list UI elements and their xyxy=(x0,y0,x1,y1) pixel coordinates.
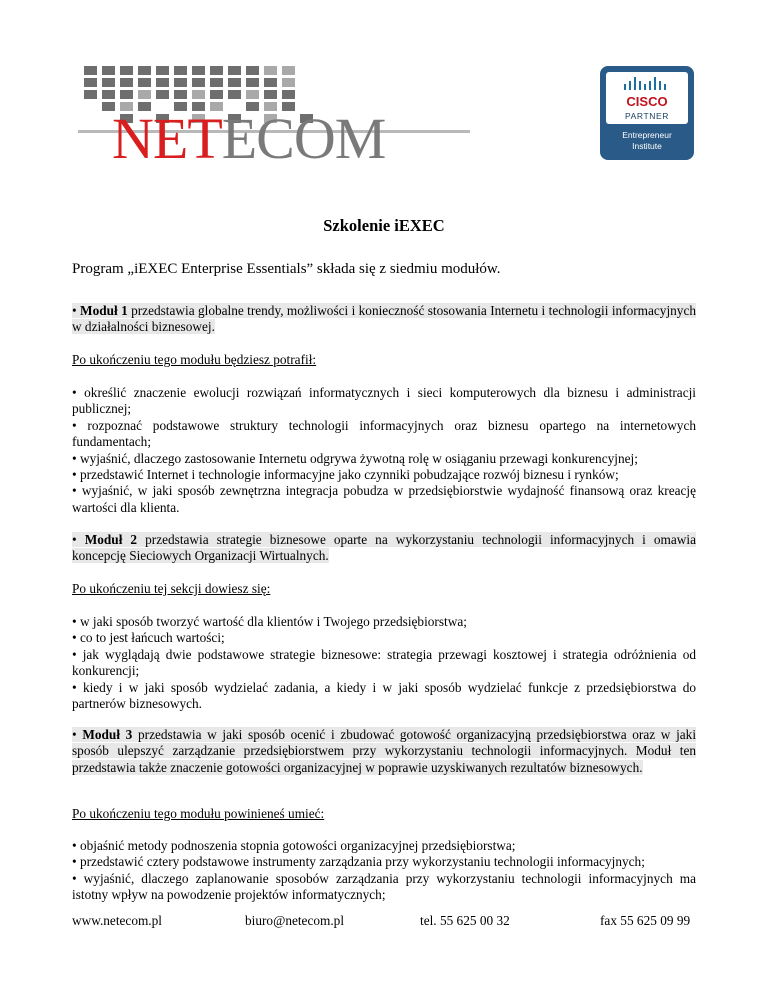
module-1-bullets xyxy=(72,385,696,516)
svg-text:Institute: Institute xyxy=(632,141,662,151)
module-3-description xyxy=(72,727,696,776)
footer-email: biuro@netecom.pl xyxy=(245,913,345,928)
svg-text:Entrepreneur: Entrepreneur xyxy=(622,130,672,140)
bullet-item: • objaśnić metody podnoszenia stopnia gotowości organizacyjnej przedsiębiorstwa; xyxy=(72,838,516,853)
footer-fax: fax 55 625 09 99 xyxy=(600,913,691,928)
module-3-outcome-heading: Po ukończeniu tego modułu powinieneś umieć: xyxy=(72,806,325,821)
netecom-logo xyxy=(78,62,470,162)
module-1-text: przedstawia globalne trendy, możliwości i konieczność stosowania Internetu i technologii informacyjnych w działalności biznesowej. xyxy=(72,303,696,335)
bullet-item: • wyjaśnić, dlaczego zaplanowanie sposobów zarządzania przy wykorzystaniu technologii informacyjnych ma istotny wpływ na powodzenie projektów informatycznych; xyxy=(72,870,696,903)
module-1-highlight: • Moduł 1 przedstawia globalne trendy, możliwości i konieczność stosowania Internetu i technologii informacyjnych w działalności biznesowej. xyxy=(72,303,696,335)
bullet-item: • przedstawić Internet i technologie informacyjne jako czynniki pobudzające rozwój biznesu i rynków; xyxy=(72,467,619,483)
module-2-bullets xyxy=(72,614,696,712)
module-2-label: Moduł 2 xyxy=(84,532,138,547)
module-3-text: przedstawia w jaki sposób ocenić i zbudować gotowość organizacyjną przedsiębiorstwa oraz w jaki sposób ulepszyć zarządzanie przedsiębiorstwem przy wykorzystaniu technologii informacyjnych. Moduł ten przedstawia także znaczenie gotowości organizacyjnej w poprawie uzyskiwanych rezultatów biznesowych. xyxy=(72,727,697,775)
bullet-item: • kiedy i w jaki sposób wydzielać zadania, a kiedy i w jaki sposób wydzielać funkcje z przedsiębiorstwa do partnerów biznesowych. xyxy=(72,679,696,712)
module-2-highlight: • Moduł 2 przedstawia strategie biznesowe oparte na wykorzystaniu technologii informacyjnych i omawia koncepcję Sieciowych Organizacji Wirtualnych. xyxy=(72,532,697,564)
module-3-bullets xyxy=(72,838,696,904)
bullet-item: • przedstawić cztery podstawowe instrumenty zarządzania przy wykorzystaniu technologii informacyjnych; xyxy=(72,854,645,870)
footer-website: www.netecom.pl xyxy=(72,913,162,928)
module-1-description xyxy=(72,303,696,336)
document-title: Szkolenie iEXEC xyxy=(323,216,445,235)
svg-text:PARTNER: PARTNER xyxy=(624,111,670,121)
module-1-outcome-heading: Po ukończeniu tego modułu będziesz potrafił: xyxy=(72,352,317,367)
bullet-item: • wyjaśnić, w jaki sposób zewnętrzna integracja pobudza w przedsiębiorstwie wydajność finansową oraz kreację wartości dla klienta. xyxy=(72,483,696,515)
module-1-label: Moduł 1 xyxy=(80,303,128,318)
module-2-text: przedstawia strategie biznesowe oparte na wykorzystaniu technologii informacyjnych i omawia koncepcję Sieciowych Organizacji Wirtualnych. xyxy=(72,532,697,564)
module-3-label: Moduł 3 xyxy=(82,727,133,742)
logo-squares-graphic xyxy=(78,62,470,162)
svg-text:CISCO: CISCO xyxy=(626,94,668,109)
module-2-description xyxy=(72,532,696,565)
bullet-item: • w jaki sposób tworzyć wartość dla klientów i Twojego przedsiębiorstwa; xyxy=(72,614,467,629)
bullet-item: • jak wyglądają dwie podstawowe strategie biznesowe: strategia przewagi kosztowej i strategia odróżnienia od konkurencji; xyxy=(72,646,696,679)
footer-phone: tel. 55 625 00 32 xyxy=(420,913,510,928)
cisco-badge-graphic xyxy=(600,66,694,160)
intro-text: Program „iEXEC Enterprise Essentials” składa się z siedmiu modułów. xyxy=(72,261,501,277)
bullet-item: • rozpoznać podstawowe struktury technologii informacyjnych oraz biznesu opartego na internetowych fundamentach; xyxy=(72,417,696,450)
logo-wordmark: NETECOM xyxy=(112,106,386,162)
bullet-item: • co to jest łańcuch wartości; xyxy=(72,630,225,646)
bullet-item: • wyjaśnić, dlaczego zastosowanie Internetu odgrywa żywotną rolę w osiąganiu przewagi konkurencyjnej; xyxy=(72,450,638,466)
module-3-highlight: • Moduł 3 przedstawia w jaki sposób ocenić i zbudować gotowość organizacyjną przedsiębiorstwa oraz w jaki sposób ulepszyć zarządzanie przedsiębiorstwem przy wykorzystaniu technologii informacyjnych. Moduł ten przedstawia także znaczenie gotowości organizacyjnej w poprawie uzyskiwanych rezultatów biznesowych. xyxy=(72,727,697,775)
cisco-partner-badge xyxy=(600,66,694,160)
bullet-item: • określić znaczenie ewolucji rozwiązań informatycznych i sieci komputerowych dla biznesu i administracji publicznej; xyxy=(72,385,696,417)
module-2-outcome-heading: Po ukończeniu tej sekcji dowiesz się: xyxy=(72,581,271,596)
